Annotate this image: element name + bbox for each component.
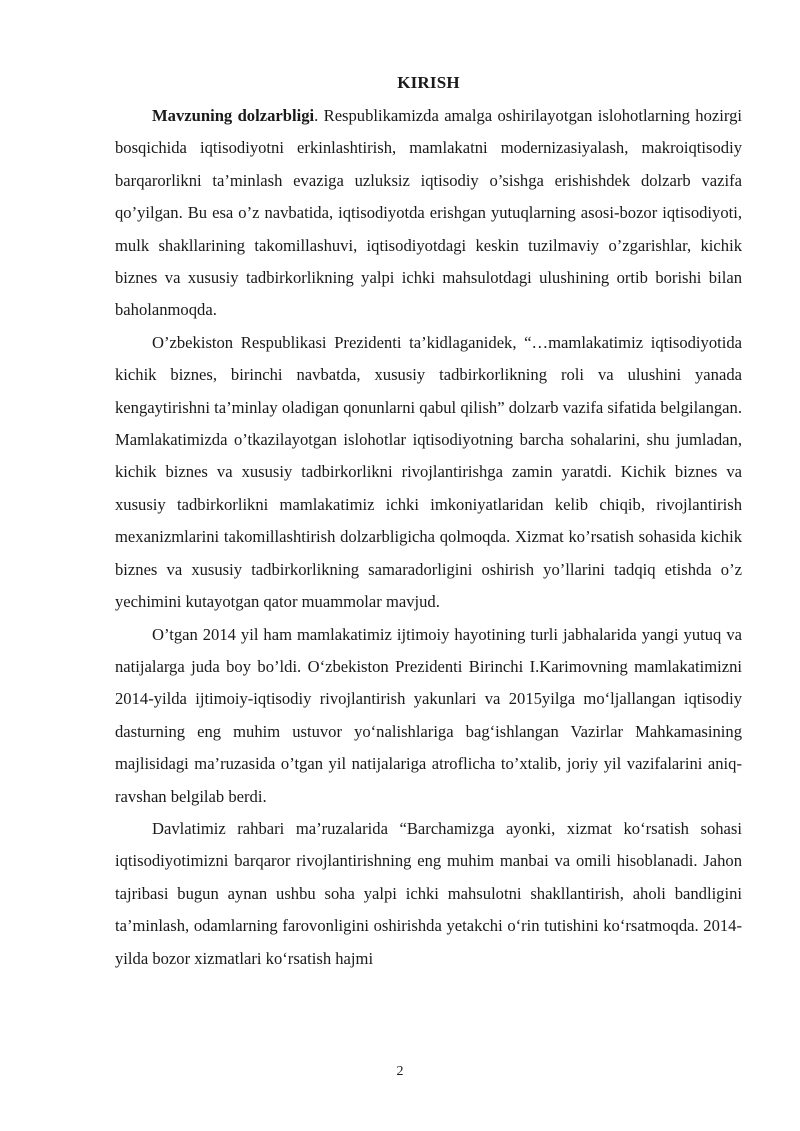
paragraph-2 xyxy=(115,327,742,619)
paragraph-text: O’tgan 2014 yil ham mamlakatimiz ijtimoiy hayotining turli jabhalarida yangi yutuq va natijalarga juda boy bo’ldi. O‘zbekiston Prezidenti Birinchi I.Karimovning mamlakatimizni 2014-yilda ijtimoiy-iqtisodiy rivojlantirish yakunlari va 2015yilga mo‘ljallangan iqtisodiy dasturning eng muhim ustuvor yo‘nalishlariga bag‘ishlangan Vazirlar Mahkamasining majlisidagi ma’ruzasida o’tgan yil natijalariga atroflicha to’xtalib, joriy yil vazifalarini aniq-ravshan belgilab berdi. xyxy=(115,624,742,806)
paragraph-4 xyxy=(115,813,742,975)
page-number: 2 xyxy=(396,1064,404,1079)
paragraph-text: Davlatimiz rahbari ma’ruzalarida “Barchamizga ayonki, xizmat ko‘rsatish sohasi iqtisodiyotimizni barqaror rivojlantirishning eng muhim manbai va omili hisoblanadi. Jahon tajribasi bugun aynan ushbu soha yalpi ichki mahsulotni shakllantirish, aholi bandligini ta’minlash, odamlarning farovonligini oshirishda yetakchi o‘rin tutishini ko‘rsatmoqda. 2014-yilda bozor xizmatlari ko‘rsatish hajmi xyxy=(115,818,742,968)
paragraph-text: O’zbekiston Respublikasi Prezidenti ta’kidlaganidek, “…mamlakatimiz iqtisodiyotida kichik biznes, birinchi navbatda, xususiy tadbirkorlikning roli va ulushini yanada kengaytirishni ta’minlay oladigan qonunlarni qabul qilish” dolzarb vazifa sifatida belgilangan. Mamlakatimizda o’tkazilayotgan islohotlar iqtisodiyotning barcha sohalarini, shu jumladan, kichik biznes va xususiy tadbirkorlikni rivojlantirishga zamin yaratdi. Kichik biznes va xususiy tadbirkorlikni mamlakatimiz ichki imkoniyatlaridan kelib chiqib, rivojlantirish mexanizmlarini takomillashtirish dolzarbligicha qolmoqda. Xizmat ko’rsatish sohasida kichik biznes va xususiy tadbirkorlikning samaradorligini oshirish yo’llarini tadqiq etishda o’z yechimini kutayotgan qator muammolar mavjud. xyxy=(115,332,742,612)
paragraph-lead: Mavzuning dolzarbligi xyxy=(152,106,315,125)
paragraph-3 xyxy=(115,619,742,813)
page-title: KIRISH xyxy=(397,73,460,92)
paragraph-text: . Respublikamizda amalga oshirilayotgan islohotlarning hozirgi bosqichida iqtisodiyotni erkinlashtirish, mamlakatni modernizasiyalash, makroiqtisodiy barqarorlikni ta’minlash evaziga uzluksiz iqtisodiy o’sishga erishishdek dolzarb vazifa qo’yilgan. Bu esa o’z navbatida, iqtisodiyotda erishgan yutuqlarning asosi-bozor iqtisodiyoti, mulk shakllarining takomillashuvi, iqtisodiyotdagi keskin tuzilmaviy o’zgarishlar, kichik biznes va xususiy tadbirkorlikning yalpi ichki mahsulotdagi ulushining ortib borishi bilan baholanmoqda. xyxy=(115,106,743,320)
paragraph-1 xyxy=(115,100,742,327)
document-body xyxy=(115,72,742,975)
